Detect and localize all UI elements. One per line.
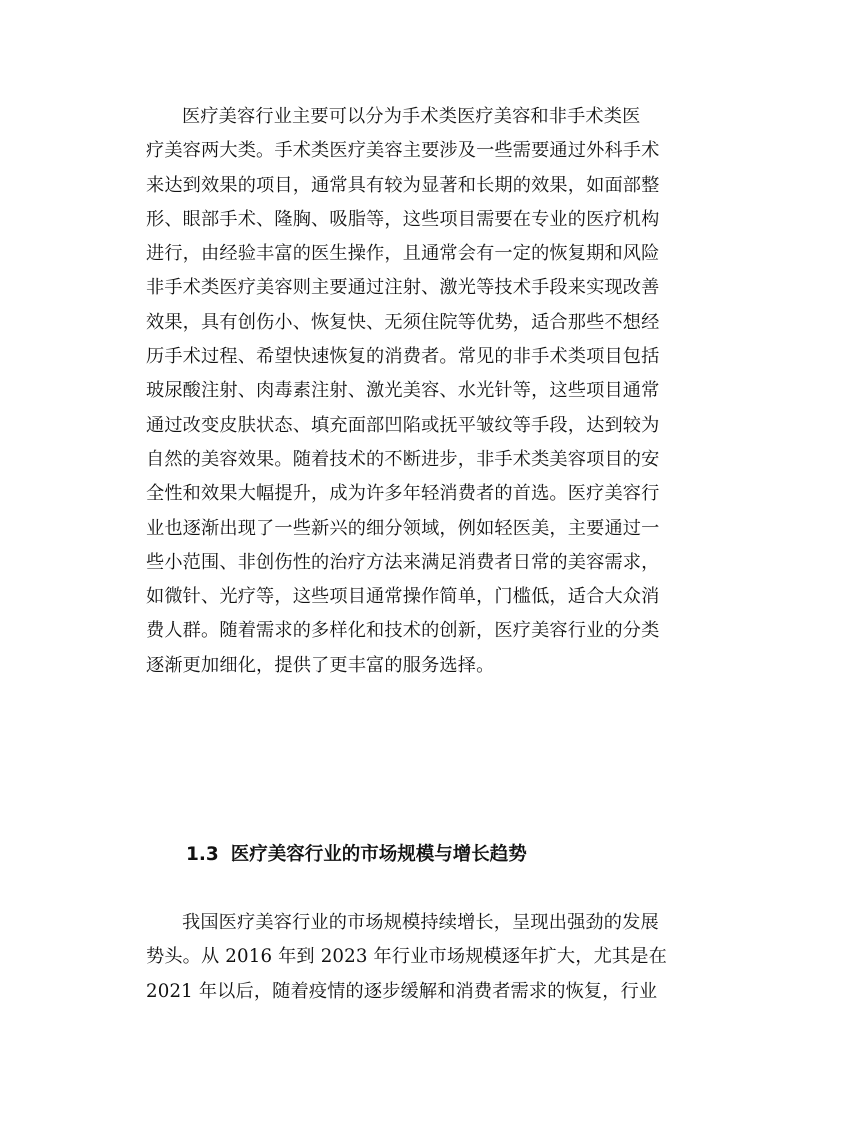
text-line: 全性和效果大幅提升，成为许多年轻消费者的首选。医疗美容行	[146, 483, 660, 505]
text-line: 玻尿酸注射、肉毒素注射、激光美容、水光针等，这些项目通常	[146, 380, 660, 402]
text-line: 来达到效果的项目，通常具有较为显著和长期的效果，如面部整	[146, 174, 660, 196]
section-heading	[186, 838, 527, 872]
text-line: 通过改变皮肤状态、填充面部凹陷或抚平皱纹等手段，达到较为	[146, 414, 660, 436]
paragraph-industry-classification	[146, 100, 706, 683]
body-paragraph	[146, 906, 706, 1009]
text-line: 如微针、光疗等，这些项目通常操作简单，门槛低，适合大众消	[146, 586, 660, 608]
text-line: 进行，由经验丰富的医生操作，且通常会有一定的恢复期和风险	[146, 243, 660, 265]
text-line: 我国医疗美容行业的市场规模持续增长，呈现出强劲的发展	[182, 912, 659, 933]
section-number: 1.3	[186, 844, 219, 865]
text-line: 自然的美容效果。随着技术的不断进步，非手术类美容项目的安	[146, 448, 660, 470]
text-line: 医疗美容行业主要可以分为手术类医疗美容和非手术类医	[182, 106, 641, 127]
text-line: 些小范围、非创伤性的治疗方法来满足消费者日常的美容需求，	[146, 551, 660, 573]
section-title: 医疗美容行业的市场规模与增长趋势	[230, 844, 527, 865]
paragraph-market-size	[146, 906, 706, 1009]
body-paragraph	[146, 100, 706, 683]
text-line: 逐渐更加细化，提供了更丰富的服务选择。	[146, 654, 495, 676]
text-line: 疗美容两大类。手术类医疗美容主要涉及一些需要通过外科手术	[146, 140, 660, 162]
text-line: 势头。从 2016 年到 2023 年行业市场规模逐年扩大，尤其是在	[146, 946, 667, 968]
text-line: 形、眼部手术、隆胸、吸脂等，这些项目需要在专业的医疗机构	[146, 208, 660, 230]
text-line: 历手术过程、希望快速恢复的消费者。常见的非手术类项目包括	[146, 346, 660, 368]
text-line: 业也逐渐出现了一些新兴的细分领域，例如轻医美，主要通过一	[146, 517, 660, 539]
text-line: 费人群。随着需求的多样化和技术的创新，医疗美容行业的分类	[146, 620, 660, 642]
text-line: 效果，具有创伤小、恢复快、无须住院等优势，适合那些不想经	[146, 311, 660, 333]
text-line: 2021 年以后，随着疫情的逐步缓解和消费者需求的恢复，行业	[146, 980, 658, 1002]
text-line: 非手术类医疗美容则主要通过注射、激光等技术手段来实现改善	[146, 277, 660, 299]
